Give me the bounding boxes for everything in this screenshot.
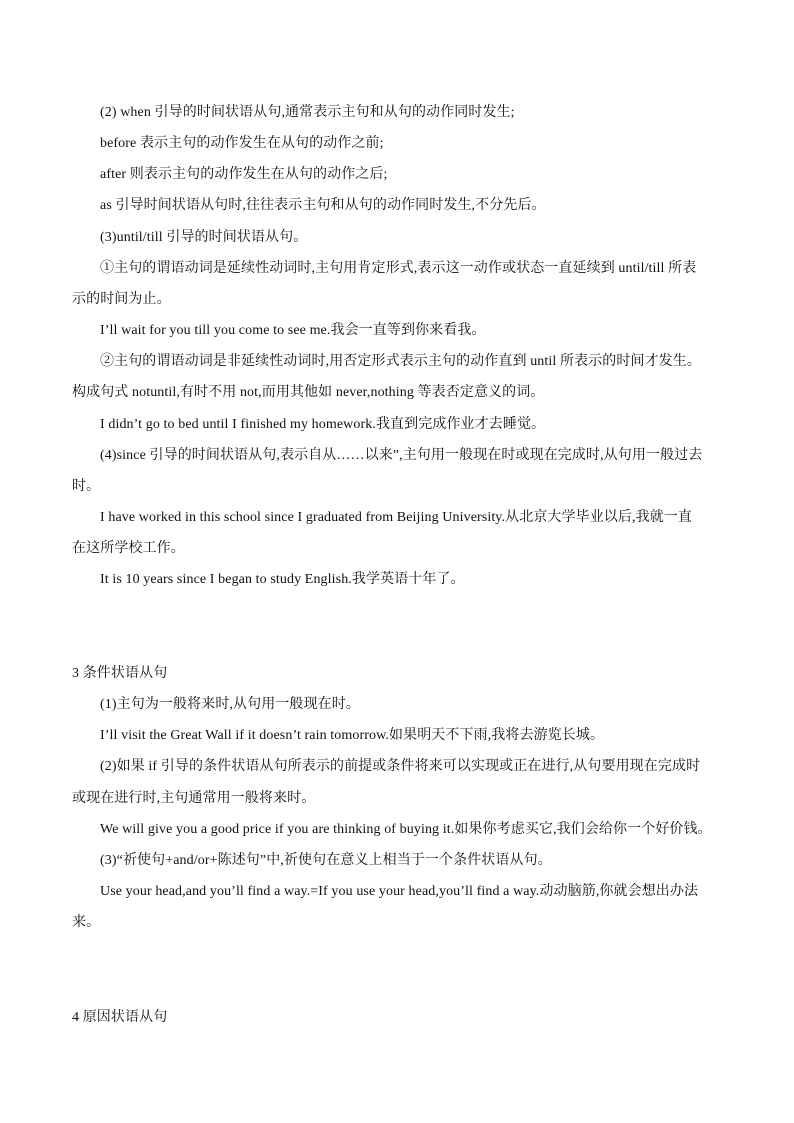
text-line: as 引导时间状语从句时,往往表示主句和从句的动作同时发生,不分先后。 bbox=[100, 198, 546, 213]
text-line: 示的时间为止。 bbox=[72, 292, 171, 307]
text-line: ①主句的谓语动词是延续性动词时,主句用肯定形式,表示这一动作或状态一直延续到 until/till 所表 bbox=[100, 261, 697, 276]
text-line: (1)主句为一般将来时,从句用一般现在时。 bbox=[100, 697, 360, 712]
text-line: (2) when 引导的时间状语从句,通常表示主句和从句的动作同时发生; bbox=[100, 105, 515, 120]
example-sentence: I didn’t go to bed until I finished my homework.我直到完成作业才去睡觉。 bbox=[100, 417, 546, 432]
text-line: 构成句式 notuntil,有时不用 not,而用其他如 never,nothing 等表否定意义的词。 bbox=[72, 385, 545, 400]
text-line: before 表示主句的动作发生在从句的动作之前; bbox=[100, 136, 384, 151]
text-line: 或现在进行时,主句通常用一般将来时。 bbox=[72, 791, 316, 806]
example-sentence: I’ll wait for you till you come to see me.我会一直等到你来看我。 bbox=[100, 323, 486, 338]
example-sentence: We will give you a good price if you are thinking of buying it.如果你考虑买它,我们会给你一个好价钱。 bbox=[100, 822, 712, 837]
text-line: (3)“祈使句+and/or+陈述句”中,祈使句在意义上相当于一个条件状语从句。 bbox=[100, 853, 552, 868]
text-line: 在这所学校工作。 bbox=[72, 541, 185, 556]
text-line: 来。 bbox=[72, 915, 101, 930]
text-line: (2)如果 if 引导的条件状语从句所表示的前提或条件将来可以实现或正在进行,从句要用现在完成时 bbox=[100, 759, 701, 774]
section-heading: 3 条件状语从句 bbox=[72, 666, 168, 681]
text-line: (4)since 引导的时间状语从句,表示自从……以来”,主句用一般现在时或现在完成时,从句用一般过去 bbox=[100, 448, 703, 463]
text-line: after 则表示主句的动作发生在从句的动作之后; bbox=[100, 167, 388, 182]
example-sentence: Use your head,and you’ll find a way.=If you use your head,you’ll find a way.动动脑筋,你就会想出办法 bbox=[100, 884, 699, 899]
example-sentence: I’ll visit the Great Wall if it doesn’t rain tomorrow.如果明天不下雨,我将去游览长城。 bbox=[100, 728, 605, 743]
section-heading: 4 原因状语从句 bbox=[72, 1010, 168, 1025]
example-sentence: I have worked in this school since I graduated from Beijing University.从北京大学毕业以后,我就一直 bbox=[100, 510, 692, 525]
text-line: 时。 bbox=[72, 479, 101, 494]
text-line: (3)until/till 引导的时间状语从句。 bbox=[100, 230, 308, 245]
example-sentence: It is 10 years since I began to study English.我学英语十年了。 bbox=[100, 572, 465, 587]
text-line: ②主句的谓语动词是非延续性动词时,用否定形式表示主句的动作直到 until 所表示的时间才发生。 bbox=[100, 354, 701, 369]
